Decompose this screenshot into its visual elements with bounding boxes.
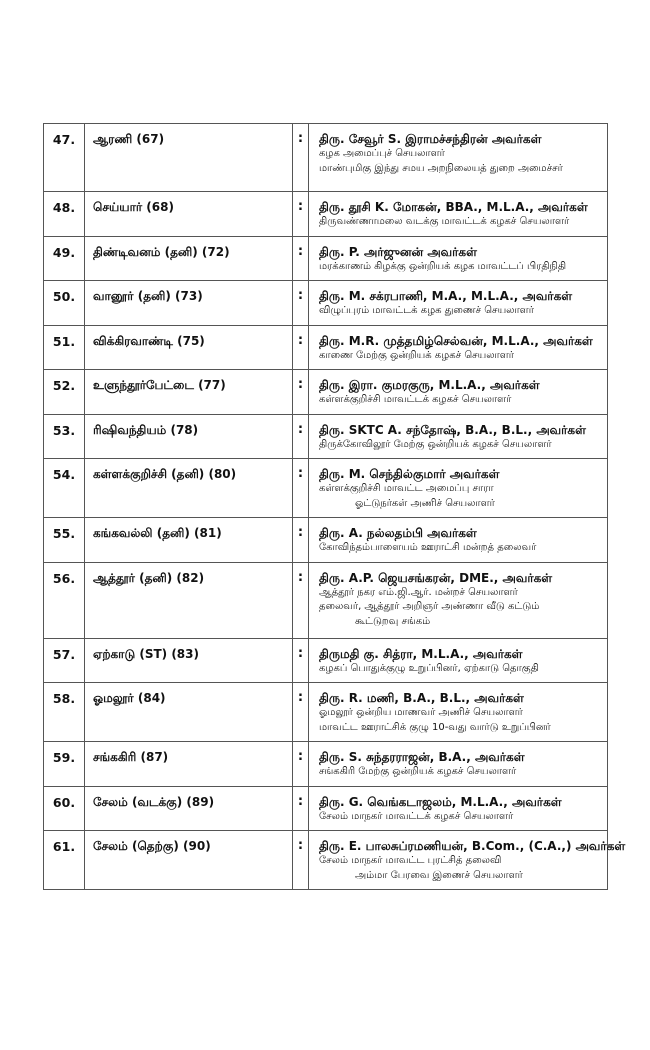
- candidate-name: திரு. A.P. ஜெயசங்கரன், DME., அவர்கள்: [319, 570, 553, 585]
- candidate-position: ஓட்டுநர்கள் அணிச் செயலாளர்: [355, 497, 495, 509]
- separator-colon: :: [293, 742, 309, 787]
- constituency-name: ஏற்காடு (ST) (83): [85, 638, 293, 683]
- constituency-name: உளுந்தூர்பேட்டை (77): [85, 370, 293, 415]
- table-row: [44, 281, 608, 326]
- candidate-position: காணை மேற்கு ஒன்றியக் கழகச் செயலாளர்: [319, 349, 514, 361]
- separator-colon: :: [293, 683, 309, 742]
- candidate-position: கள்ளக்குறிச்சி மாவட்ட அமைப்பு சாரா: [319, 483, 494, 494]
- serial-number: 61.: [44, 831, 85, 890]
- table-row: [44, 192, 608, 237]
- serial-number: 60.: [44, 786, 85, 831]
- serial-number: 55.: [44, 518, 85, 563]
- candidate-position: கள்ளக்குறிச்சி மாவட்டக் கழகச் செயலாளர்: [319, 394, 512, 405]
- candidate-name: திரு. SKTC A. சந்தோஷ், B.A., B.L., அவர்கள்: [319, 422, 586, 437]
- constituency-name: ஆத்தூர் (தனி) (82): [85, 562, 293, 638]
- candidate-position: விழுப்புரம் மாவட்டக் கழக துணைச் செயலாளர்: [319, 305, 534, 316]
- candidate-name: திரு. M. செந்தில்குமார் அவர்கள்: [319, 467, 500, 481]
- separator-colon: :: [293, 831, 309, 890]
- table-row: [44, 236, 608, 281]
- candidate-name: திரு. A. நல்லதம்பி அவர்கள்: [319, 526, 477, 540]
- table-row: [44, 124, 608, 192]
- candidate-position: மரக்காணம் கிழக்கு ஒன்றியக் கழக மாவட்டப் பிரதிநிதி: [319, 260, 567, 272]
- constituency-name: சேலம் (தெற்கு) (90): [85, 831, 293, 890]
- candidate-name: திரு. இரா. குமரகுரு, M.L.A., அவர்கள்: [319, 378, 540, 392]
- serial-number: 59.: [44, 742, 85, 787]
- separator-colon: :: [293, 562, 309, 638]
- separator-colon: :: [293, 236, 309, 281]
- candidate-position: திருவண்ணாமலை வடக்கு மாவட்டக் கழகச் செயலாளர்: [319, 216, 570, 227]
- separator-colon: :: [293, 459, 309, 518]
- constituency-name: சேலம் (வடக்கு) (89): [85, 786, 293, 831]
- separator-colon: :: [293, 281, 309, 326]
- constituency-name: கங்கவல்லி (தனி) (81): [85, 518, 293, 563]
- constituency-name: விக்கிரவாண்டி (75): [85, 325, 293, 370]
- separator-colon: :: [293, 370, 309, 415]
- serial-number: 54.: [44, 459, 85, 518]
- candidate-position: கூட்டுறவு சங்கம்: [355, 615, 431, 627]
- constituency-name: ஆரணி (67): [85, 124, 293, 192]
- serial-number: 47.: [44, 124, 85, 192]
- separator-colon: :: [293, 518, 309, 563]
- serial-number: 58.: [44, 683, 85, 742]
- candidate-details: [309, 831, 626, 890]
- table-row: [44, 742, 608, 787]
- table-row: [44, 831, 608, 890]
- serial-number: 48.: [44, 192, 85, 237]
- separator-colon: :: [293, 192, 309, 237]
- candidate-position: தலைவர், ஆத்தூர் அறிஞர் அண்ணா வீடு கட்டும்: [319, 601, 540, 612]
- serial-number: 52.: [44, 370, 85, 415]
- table-row: [44, 562, 608, 638]
- candidate-details: [309, 124, 608, 192]
- serial-number: 50.: [44, 281, 85, 326]
- candidate-position: கோவிந்தம்பாளையம் ஊராட்சி மன்றத் தலைவர்: [319, 542, 537, 553]
- candidate-name: திரு. P. அர்ஜுனன் அவர்கள்: [319, 244, 477, 259]
- candidate-name: திரு. தூசி K. மோகன், BBA., M.L.A., அவர்கள்: [319, 200, 588, 214]
- serial-number: 53.: [44, 414, 85, 459]
- candidate-position: திருக்கோவிலூர் மேற்கு ஒன்றியக் கழகச் செயலாளர்: [319, 438, 552, 450]
- candidate-name: திரு. R. மணி, B.A., B.L., அவர்கள்: [319, 691, 524, 705]
- candidate-details: [309, 518, 608, 563]
- constituency-name: செய்யார் (68): [85, 192, 293, 237]
- candidate-position: மாண்புமிகு இந்து சமய அறநிலையத் துறை அமைச்சர்: [319, 162, 563, 174]
- table-row: [44, 414, 608, 459]
- candidate-details: [309, 281, 608, 326]
- constituency-name: கள்ளக்குறிச்சி (தனி) (80): [85, 459, 293, 518]
- candidate-name: திரு. M. சக்ரபாணி, M.A., M.L.A., அவர்கள்: [319, 289, 573, 303]
- candidate-name: திரு. M.R. முத்தமிழ்செல்வன், M.L.A., அவர்கள்: [319, 333, 593, 348]
- candidate-position: சங்ககிரி மேற்கு ஒன்றியக் கழகச் செயலாளர்: [319, 766, 517, 777]
- serial-number: 57.: [44, 638, 85, 683]
- table-row: [44, 786, 608, 831]
- separator-colon: :: [293, 124, 309, 192]
- candidate-details: [309, 325, 608, 370]
- separator-colon: :: [293, 638, 309, 683]
- candidate-position: கழக அமைப்புச் செயலாளர்: [319, 148, 445, 159]
- constituency-name: சங்ககிரி (87): [85, 742, 293, 787]
- candidate-details: [309, 370, 608, 415]
- serial-number: 56.: [44, 562, 85, 638]
- candidate-position: ஓமலூர் ஒன்றிய மாணவர் அணிச் செயலாளர்: [319, 707, 523, 718]
- candidate-details: [309, 192, 608, 237]
- table-row: [44, 638, 608, 683]
- candidate-table: [43, 123, 626, 890]
- candidate-details: [309, 562, 608, 638]
- candidate-name: திரு. E. பாலசுப்ரமணியன், B.Com., (C.A.,) அவர்கள்: [319, 839, 626, 853]
- constituency-name: வானூர் (தனி) (73): [85, 281, 293, 326]
- candidate-name: திரு. S. சுந்தரராஜன், B.A., அவர்கள்: [319, 750, 525, 764]
- table-row: [44, 459, 608, 518]
- table-row: [44, 518, 608, 563]
- serial-number: 49.: [44, 236, 85, 281]
- candidate-name: திரு. சேவூர் S. இராமச்சந்திரன் அவர்கள்: [319, 132, 542, 146]
- constituency-name: திண்டிவனம் (தனி) (72): [85, 236, 293, 281]
- candidate-details: [309, 414, 608, 459]
- candidate-position: ஆத்தூர் நகர எம்.ஜி.ஆர். மன்றச் செயலாளர்: [319, 586, 518, 598]
- table-row: [44, 325, 608, 370]
- candidate-details: [309, 786, 608, 831]
- separator-colon: :: [293, 786, 309, 831]
- candidate-details: [309, 459, 608, 518]
- candidate-details: [309, 683, 608, 742]
- candidate-details: [309, 742, 608, 787]
- constituency-name: ஓமலூர் (84): [85, 683, 293, 742]
- separator-colon: :: [293, 325, 309, 370]
- constituency-name: ரிஷிவந்தியம் (78): [85, 414, 293, 459]
- candidate-details: [309, 638, 608, 683]
- candidate-position: கழகப் பொதுக்குழு உறுப்பினர், ஏற்காடு தொகுதி: [319, 662, 539, 674]
- serial-number: 51.: [44, 325, 85, 370]
- candidate-details: [309, 236, 608, 281]
- candidate-position: மாவட்ட ஊராட்சிக் குழு 10-வது வார்டு உறுப்பினர்: [319, 721, 551, 733]
- candidate-name: திருமதி கு. சித்ரா, M.L.A., அவர்கள்: [319, 646, 523, 661]
- table-row: [44, 683, 608, 742]
- candidate-position: சேலம் மாநகர் மாவட்ட புரட்சித் தலைவி: [319, 855, 502, 866]
- separator-colon: :: [293, 414, 309, 459]
- table-row: [44, 370, 608, 415]
- candidate-position: அம்மா பேரவை இணைச் செயலாளர்: [355, 869, 523, 881]
- candidate-name: திரு. G. வெங்கடாஜலம், M.L.A., அவர்கள்: [319, 794, 562, 809]
- candidate-position: சேலம் மாநகர் மாவட்டக் கழகச் செயலாளர்: [319, 810, 514, 822]
